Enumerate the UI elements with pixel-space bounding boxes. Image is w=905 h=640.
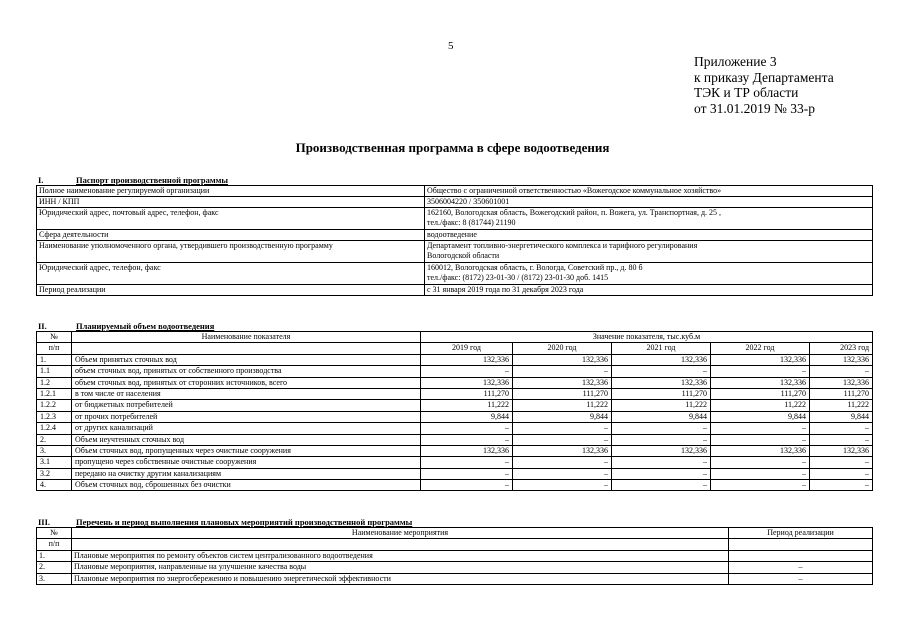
row-number: 3.	[37, 573, 72, 584]
row-value: 9,844	[612, 411, 711, 422]
passport-value	[425, 285, 873, 296]
annex-line: Приложение 3	[694, 54, 777, 69]
table-row	[37, 457, 873, 468]
passport-value	[425, 208, 873, 230]
row-value: 132,336	[711, 377, 810, 388]
row-value: 9,844	[421, 411, 513, 422]
row-value: –	[513, 434, 612, 445]
row-value: 132,336	[711, 445, 810, 456]
row-number: 1.	[37, 354, 72, 365]
table-row	[37, 468, 873, 479]
row-name: Плановые мероприятия по энергосбережению и повышению энергетической эффективности	[72, 573, 729, 584]
passport-label: ИНН / КПП	[37, 197, 425, 208]
row-value: –	[421, 480, 513, 491]
passport-value-line: водоотведение	[427, 230, 477, 239]
table-row	[37, 377, 873, 388]
passport-value	[425, 186, 873, 197]
row-name: от других канализаций	[72, 423, 421, 434]
row-name: в том числе от населения	[72, 388, 421, 399]
row-number: 3.1	[37, 457, 72, 468]
annex-line: к приказу Департамента	[694, 69, 834, 85]
row-value: –	[810, 434, 873, 445]
table-row	[37, 400, 873, 411]
table-row	[37, 186, 873, 197]
row-value: –	[421, 366, 513, 377]
row-name: объем сточных вод, принятых от сторонних источников, всего	[72, 377, 421, 388]
row-value: 111,270	[421, 388, 513, 399]
table-row	[37, 366, 873, 377]
row-value: 111,270	[711, 388, 810, 399]
row-value: –	[612, 366, 711, 377]
row-number: 1.2.4	[37, 423, 72, 434]
row-value: –	[612, 423, 711, 434]
row-value: –	[513, 423, 612, 434]
row-value: –	[810, 468, 873, 479]
row-number: 1.2.3	[37, 411, 72, 422]
passport-value-line: с 31 января 2019 года по 31 декабря 2023 года	[427, 285, 584, 294]
row-value: 132,336	[421, 445, 513, 456]
section-title: Планируемый объем водоотведения	[76, 321, 215, 331]
row-value: 11,222	[711, 400, 810, 411]
row-value: –	[810, 423, 873, 434]
row-number: 1.2.1	[37, 388, 72, 399]
passport-value-line: Департамент топливно-энергетического комплекса и тарифного регулирования	[427, 241, 698, 250]
row-name: Объем сточных вод, пропущенных через очистные сооружения	[72, 445, 421, 456]
row-number: 1.2	[37, 377, 72, 388]
row-value: 132,336	[810, 445, 873, 456]
row-name: Плановые мероприятия по ремонту объектов систем централизованного водоотведения	[72, 550, 729, 561]
row-value: 132,336	[421, 377, 513, 388]
table-row	[37, 208, 873, 230]
section-title: Паспорт производственной программы	[76, 175, 229, 185]
header-year: 2021 год	[612, 343, 711, 354]
row-value: 111,270	[810, 388, 873, 399]
table-row	[37, 423, 873, 434]
table-row	[37, 197, 873, 208]
table-row	[37, 480, 873, 491]
row-value: 111,270	[513, 388, 612, 399]
table-row	[37, 573, 873, 584]
row-value: 132,336	[513, 445, 612, 456]
passport-value-line: тел./факс: (8172) 23-01-30 / (8172) 23-01-30 доб. 1415	[427, 272, 609, 282]
header-no: №	[37, 332, 72, 343]
row-value: –	[711, 457, 810, 468]
passport-value	[425, 241, 873, 263]
row-value: –	[711, 468, 810, 479]
header-name: Наименование мероприятия	[72, 528, 729, 539]
row-number: 2.	[37, 562, 72, 573]
row-value: –	[711, 366, 810, 377]
header-period: Период реализации	[729, 528, 873, 539]
section2-heading	[38, 321, 214, 331]
row-value: –	[513, 457, 612, 468]
document-title: Производственная программа в сфере водоотведения	[295, 140, 610, 155]
table-row	[37, 354, 873, 365]
header-name: Наименование показателя	[72, 332, 421, 343]
row-number: 3.	[37, 445, 72, 456]
row-value: 9,844	[513, 411, 612, 422]
passport-value	[425, 197, 873, 208]
header-blank	[72, 539, 729, 550]
table-row	[37, 411, 873, 422]
row-period: –	[729, 562, 873, 573]
header-group: Значение показателя, тыс.куб.м	[421, 332, 873, 343]
row-value: –	[513, 480, 612, 491]
passport-label: Юридический адрес, телефон, факс	[37, 263, 425, 285]
row-number: 1.	[37, 550, 72, 561]
header-no-sub: п/п	[37, 343, 72, 354]
row-value: 132,336	[810, 354, 873, 365]
passport-label: Период реализации	[37, 285, 425, 296]
passport-value	[425, 263, 873, 285]
row-value: 9,844	[810, 411, 873, 422]
table-row	[37, 241, 873, 263]
header-year: 2022 год	[711, 343, 810, 354]
passport-label: Сфера деятельности	[37, 230, 425, 241]
header-blank	[72, 343, 421, 354]
table-row	[37, 263, 873, 285]
row-value: –	[810, 480, 873, 491]
row-value: 11,222	[612, 400, 711, 411]
row-value: –	[513, 468, 612, 479]
row-number: 4.	[37, 480, 72, 491]
row-value: 11,222	[513, 400, 612, 411]
row-number: 2.	[37, 434, 72, 445]
passport-value-line: тел./факс: 8 (81744) 21190	[427, 217, 516, 227]
header-no-sub: п/п	[37, 539, 72, 550]
table-row	[37, 230, 873, 241]
row-value: –	[612, 434, 711, 445]
measures-table	[36, 527, 873, 585]
row-value: 111,270	[612, 388, 711, 399]
annex-line: ТЭК и ТР области	[694, 85, 799, 100]
row-value: 11,222	[810, 400, 873, 411]
row-value: –	[711, 434, 810, 445]
row-value: 132,336	[612, 445, 711, 456]
table-row	[37, 434, 873, 445]
passport-table	[36, 185, 873, 296]
table-row	[37, 285, 873, 296]
row-name: Объем сточных вод, сброшенных без очистки	[72, 480, 421, 491]
annex-line: от 31.01.2019 № 33-р	[694, 100, 815, 116]
row-value: 132,336	[513, 377, 612, 388]
header-no: №	[37, 528, 72, 539]
section-number: III.	[38, 517, 51, 527]
row-value: –	[421, 468, 513, 479]
row-value: –	[711, 423, 810, 434]
row-value: 132,336	[421, 354, 513, 365]
row-number: 1.1	[37, 366, 72, 377]
section-number: I.	[38, 175, 44, 185]
page-number: 5	[448, 40, 454, 52]
row-name: Плановые мероприятия, направленные на улучшение качества воды	[72, 562, 729, 573]
row-name: пропущено через собственные очистные сооружения	[72, 457, 421, 468]
row-period	[729, 550, 873, 561]
volume-table	[36, 331, 873, 491]
row-value: 132,336	[810, 377, 873, 388]
annex-block	[694, 54, 834, 116]
row-number: 3.2	[37, 468, 72, 479]
row-name: объем сточных вод, принятых от собственного производства	[72, 366, 421, 377]
row-value: –	[513, 366, 612, 377]
header-year: 2019 год	[421, 343, 513, 354]
row-value: 132,336	[612, 377, 711, 388]
row-name: Объем неучтенных сточных вод	[72, 434, 421, 445]
passport-value-line: Общество с ограниченной ответственностью «Вожегодское коммунальное хозяйство»	[427, 186, 722, 195]
section3-heading	[38, 517, 412, 527]
section-number: II.	[38, 321, 47, 331]
passport-value-line: 162160, Вологодская область, Вожегодский район, п. Вожега, ул. Транспортная, д. 25 ,	[427, 208, 722, 217]
passport-value-line: 160012, Вологодская область, г. Вологда, Советский пр., д. 80 б	[427, 263, 643, 272]
header-year: 2020 год	[513, 343, 612, 354]
passport-label: Юридический адрес, почтовый адрес, телефон, факс	[37, 208, 425, 230]
table-row	[37, 550, 873, 561]
row-value: 132,336	[612, 354, 711, 365]
row-value: –	[421, 457, 513, 468]
header-year: 2023 год	[810, 343, 873, 354]
row-value: 11,222	[421, 400, 513, 411]
row-value: –	[711, 480, 810, 491]
passport-label: Наименование уполномоченного органа, утвердившего производственную программу	[37, 241, 425, 263]
row-number: 1.2.2	[37, 400, 72, 411]
table-row	[37, 388, 873, 399]
row-value: 132,336	[711, 354, 810, 365]
row-value: –	[612, 457, 711, 468]
passport-label: Полное наименование регулируемой организации	[37, 186, 425, 197]
passport-value-line: Вологодской области	[427, 250, 500, 260]
row-value: 9,844	[711, 411, 810, 422]
row-value: –	[612, 468, 711, 479]
table-row	[37, 562, 873, 573]
table-row	[37, 445, 873, 456]
passport-value-line: 3506004220 / 350601001	[427, 197, 510, 206]
passport-value	[425, 230, 873, 241]
row-value: 132,336	[513, 354, 612, 365]
row-value: –	[810, 457, 873, 468]
row-value: –	[612, 480, 711, 491]
row-period: –	[729, 573, 873, 584]
row-value: –	[421, 434, 513, 445]
row-name: от прочих потребителей	[72, 411, 421, 422]
row-value: –	[421, 423, 513, 434]
row-name: передано на очистку другим канализациям	[72, 468, 421, 479]
section-title: Перечень и период выполнения плановых мероприятий производственной программы	[76, 517, 413, 527]
header-blank	[729, 539, 873, 550]
row-value: –	[810, 366, 873, 377]
row-name: от бюджетных потребителей	[72, 400, 421, 411]
row-name: Объем принятых сточных вод	[72, 354, 421, 365]
section1-heading	[38, 175, 228, 185]
